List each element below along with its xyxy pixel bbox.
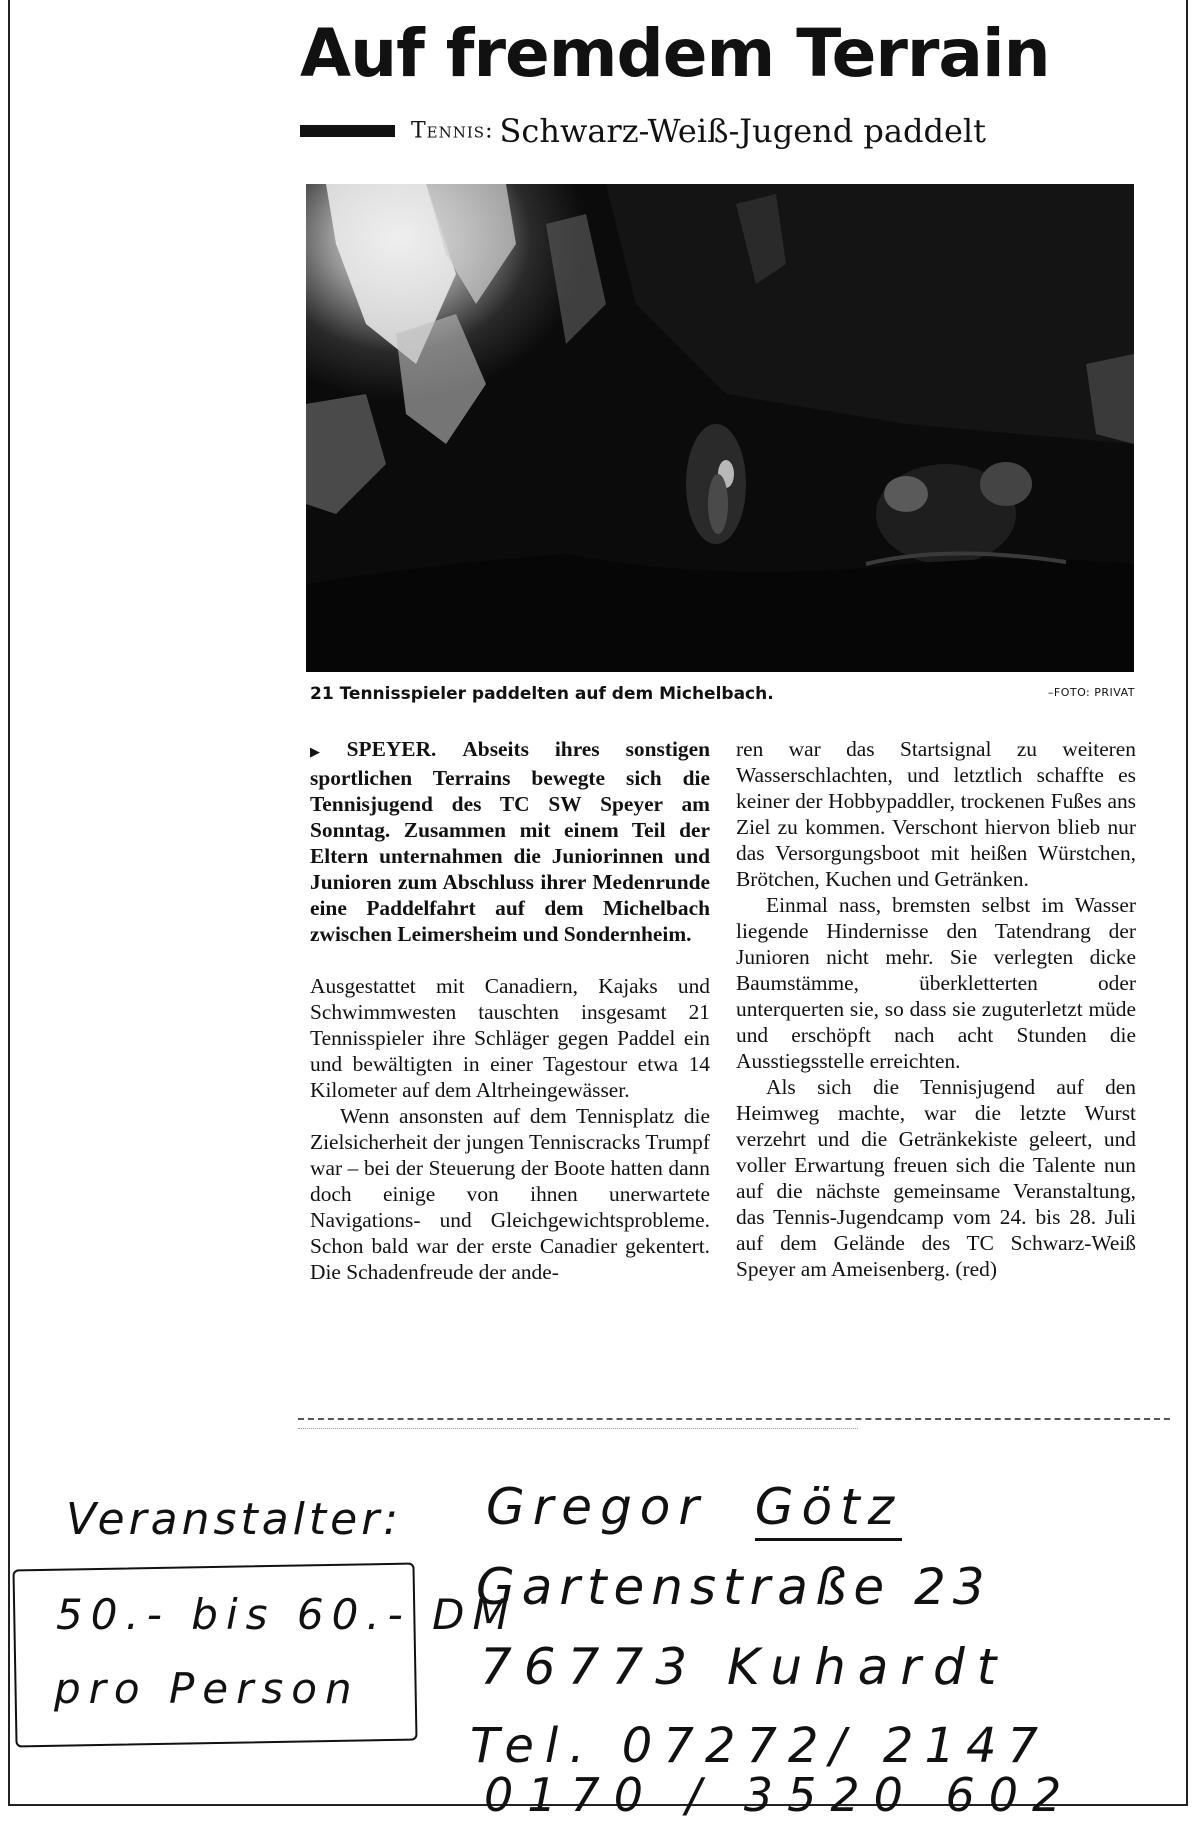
handwritten-per-person: pro Person [54, 1664, 360, 1713]
handwritten-street: Gartenstraße 23 [476, 1558, 992, 1616]
lead-marker-icon: ▶ [310, 744, 341, 759]
article-kicker: Tennis: [411, 118, 494, 144]
article-subline [300, 112, 1020, 162]
body-paragraph-2-part-2: ren war das Startsignal zu weiteren Wasserschlachten, und letztlich schaffte es keiner der Hobbypaddler, trockenen Fußes ans Ziel zu kommen. Verschont hiervon blieb nur das Versorgungsboot mit heißen Würstchen, Brötchen, Kuchen und Getränken. [736, 737, 1136, 891]
body-paragraph-4: Als sich die Tennisjugend auf den Heimweg machte, war die letzte Wurst verzehrt und die Getränkekiste geleert, und voller Erwartung freuen sich die Talente nun auf die nächste gemeinsame Veranstaltung, das Tennis-Jugendcamp vom 24. bis 28. Juli auf dem Gelände des TC Schwarz-Weiß Speyer am Ameisenberg. (red) [736, 1075, 1136, 1281]
article-column-right [736, 736, 1136, 1282]
body-paragraph-2-part-1: Wenn ansonsten auf dem Tennisplatz die Zielsicherheit der jungen Tenniscracks Trumpf war – bei der Steuerung der Boote hatten dann doch einige von ihnen unerwartete Navigations- und Gleichgewichtsprobleme. Schon bald war der erste Canadier gekentert. Die Schadenfreude der ande- [310, 1104, 710, 1284]
article-photo [306, 184, 1134, 672]
handwritten-price: 50.- bis 60.- DM [56, 1590, 517, 1639]
photo-canoe-scene [306, 184, 1134, 672]
kicker-bar [300, 125, 395, 137]
handwritten-phone: Tel. 07272/ 2147 [470, 1718, 1050, 1774]
body-paragraph-1: Ausgestattet mit Canadiern, Kajaks und Schwimmwesten tauschten insgesamt 21 Tennisspieler ihre Schläger gegen Paddel ein und bewältigten in einer Tagestour etwa 14 Kilometer auf dem Altrheingewässer. [310, 974, 710, 1102]
dateline: SPEYER. [346, 737, 437, 761]
photo-caption: 21 Tennisspieler paddelten auf dem Michelbach. [310, 684, 774, 704]
lead-paragraph [310, 736, 710, 947]
article-end-rule [298, 1418, 1170, 1420]
article-column-left [310, 736, 710, 1285]
handwritten-organizer-label: Veranstalter: [66, 1494, 403, 1545]
lead-text: Abseits ihres sonstigen sportlichen Terrains bewegte sich die Tennisjugend des TC SW Speyer am Sonntag. Zusammen mit einem Teil der Eltern unternahmen die Juniorinnen und Junioren zum Abschluss ihrer Medenrunde eine Paddelfahrt auf dem Michelbach zwischen Leimersheim und Sondernheim. [310, 737, 710, 946]
handwritten-city: 76773 Kuhardt [480, 1638, 1009, 1696]
article-end-rule-2 [298, 1428, 858, 1429]
handwritten-first-name: Gregor [486, 1478, 707, 1536]
handwritten-mobile: 0170 / 3520 602 [484, 1768, 1076, 1822]
article-headline: Auf fremdem Terrain [300, 15, 1050, 92]
photo-credit: –FOTO: PRIVAT [1047, 686, 1135, 699]
handwritten-organizer-name [486, 1478, 902, 1536]
handwritten-last-name: Götz [755, 1478, 902, 1541]
article-subtitle: Schwarz-Weiß-Jugend paddelt [499, 112, 986, 150]
body-paragraph-3: Einmal nass, bremsten selbst im Wasser liegende Hindernisse den Tatendrang der Junioren nicht mehr. Sie verlegten dicke Baumstämme, überkletterten oder unterquerten sie, so dass sie zuguterletzt müde und erschöpft nach acht Stunden die Ausstiegsstelle erreichten. [736, 893, 1136, 1073]
